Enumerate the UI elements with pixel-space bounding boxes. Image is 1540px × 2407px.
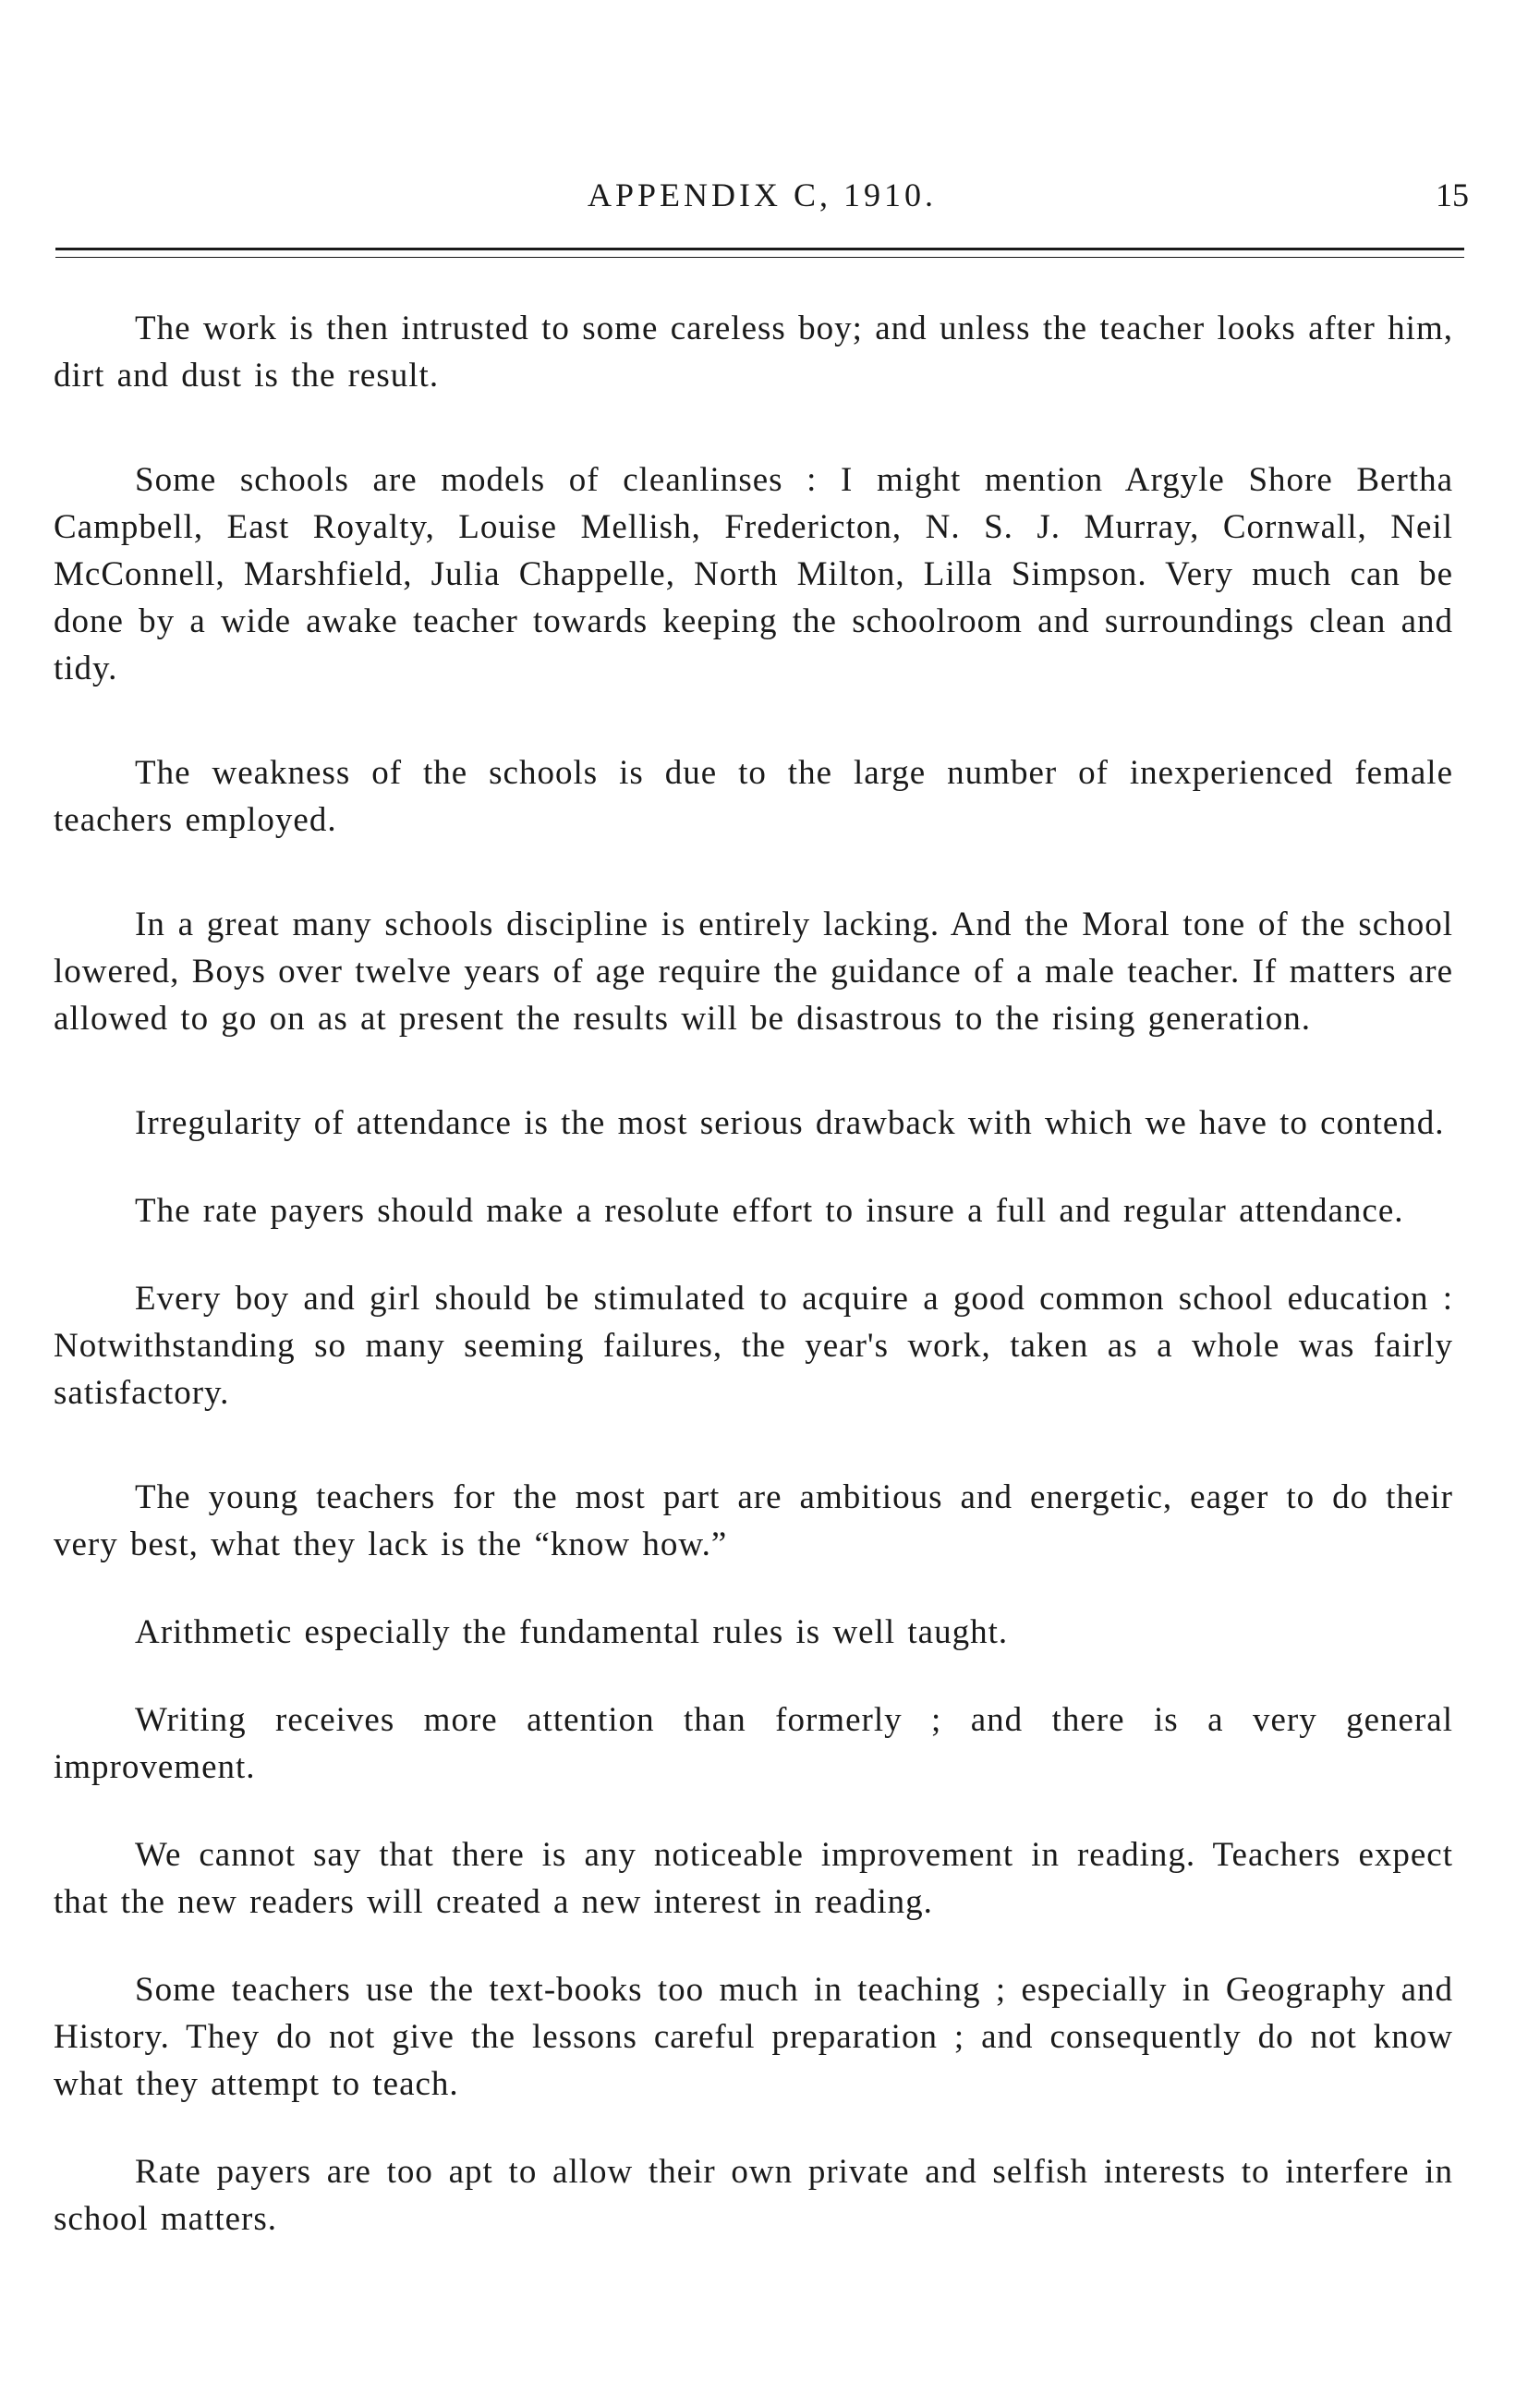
paragraph-private-interests: Rate payers are too apt to allow their own private and selfish interests to interfere in school matters. [54,2153,1453,2238]
paragraph-writing: Writing receives more attention than formerly ; and there is a very general improvement. [54,1701,1453,1786]
paragraph-common-school: Every boy and girl should be stimulated to acquire a good common school education : Notwithstanding so many seeming failures, the year's work, taken as a whole was fairly satisfactory. [54,1280,1453,1412]
paragraph-careless-boy: The work is then intrusted to some careless boy; and unless the teacher looks after him, dirt and dust is the result. [54,310,1453,395]
header-rule-thick [55,248,1464,250]
body-text [54,305,1453,2243]
paragraph-weakness: The weakness of the schools is due to the large number of inexperienced female teachers employed. [54,754,1453,839]
paragraph-cleanliness: Some schools are models of cleanlinses : I might mention Argyle Shore Bertha Campbell, East Royalty, Louise Mellish, Fredericton, N. S. J. Murray, Cornwall, Neil McConnell, Marshfield, Julia Chappelle, North Milton, Lilla Simpson. Very much can be done by a wide awake teacher towards keeping the schoolroom and surroundings clean and tidy. [54,461,1453,687]
page-number: 15 [1436,176,1469,213]
paragraph-young-teachers: The young teachers for the most part are ambitious and energetic, eager to do their very best, what they lack is the “know how.” [54,1478,1453,1563]
paragraph-discipline: In a great many schools discipline is entirely lacking. And the Moral tone of the school lowered, Boys over twelve years of age require the guidance of a male teacher. If matters are allowed to go on as at present the results will be disastrous to the rising generation. [54,906,1453,1038]
running-header [55,176,1469,222]
paragraph-irregularity: Irregularity of attendance is the most serious drawback with which we have to contend. [135,1104,1445,1142]
paragraph-arithmetic: Arithmetic especially the fundamental rules is well taught. [135,1613,1009,1651]
paragraph-rate-payers-effort: The rate payers should make a resolute effort to insure a full and regular attendance. [135,1192,1404,1230]
header-rule-thin [55,257,1464,258]
paragraph-reading: We cannot say that there is any noticeable improvement in reading. Teachers expect that the new readers will created a new interest in reading. [54,1836,1453,1921]
paragraph-text-books: Some teachers use the text-books too much in teaching ; especially in Geography and History. They do not give the lessons careful preparation ; and consequently do not know what they attempt to teach. [54,1971,1453,2103]
header-title: APPENDIX C, 1910. [587,176,938,213]
